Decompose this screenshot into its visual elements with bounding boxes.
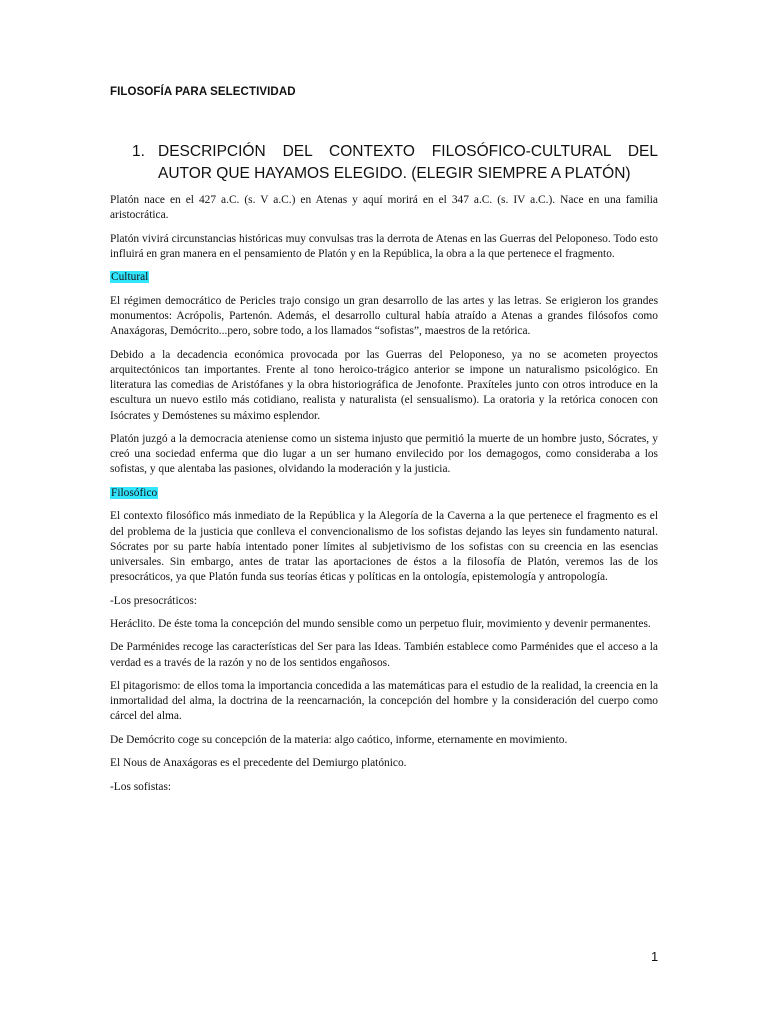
paragraph-parmenides: De Parménides recoge las características del Ser para las Ideas. También establece como Parménides que el acceso a la verdad es a través de la razón y no de los sentidos engañosos. <box>110 641 658 669</box>
paragraph-historical-context: Platón vivirá circunstancias históricas muy convulsas tras la derrota de Atenas en las Guerras del Peloponeso. Todo esto influirá en gran manera en el pensamiento de Platón y en la República, la obra a la que pertenece el fragmento. <box>110 232 658 260</box>
list-heading-sofistas: -Los sofistas: <box>110 780 172 793</box>
paragraph-heraclito: Heráclito. De éste toma la concepción del mundo sensible como un perpetuo fluir, movimiento y devenir permanentes. <box>110 617 651 630</box>
paragraph-philosophical-context: El contexto filosófico más inmediato de la República y la Alegoría de la Caverna a la que pertenece el fragmento es el del problema de la justicia que conlleva el convencionalismo de los sofistas dejando las leyes sin fundamento natural. Sócrates por su parte había intentado poner límites al subjetivismo de los sofistas con su creencia en las esencias universales. Sin embargo, antes de tratar las aportaciones de éstos a la filosofía de Platón, veremos las de los presocráticos, ya que Platón funda sus teorías éticas y políticas en la ontología, epistemología y antropología. <box>110 510 658 584</box>
subsection-label-cultural <box>110 270 658 285</box>
document-body <box>110 193 658 803</box>
highlight-cultural: Cultural <box>111 271 149 284</box>
paragraph-democrito: De Demócrito coge su concepción de la materia: algo caótico, informe, eternamente en movimiento. <box>110 733 568 746</box>
paragraph-pitagorismo: El pitagorismo: de ellos toma la importancia concedida a las matemáticas para el estudio de la realidad, la creencia en la inmortalidad del alma, la doctrina de la reencarnación, la concepción del hombre y la consideración del cuerpo como cárcel del alma. <box>110 679 658 723</box>
highlight-filosofico: Filosófico <box>111 486 158 499</box>
paragraph-pericles: El régimen democrático de Pericles trajo consigo un gran desarrollo de las artes y las letras. Se erigieron los grandes monumentos: Acrópolis, Partenón. Además, el desarrollo cultural había atraído a Atenas a grandes filósofos como Anaxágoras, Demócrito...pero, sobre todo, a los llamados “sofistas”, maestros de la retórica. <box>110 294 658 338</box>
page-number: 1 <box>651 949 659 964</box>
subsection-label-filosofico <box>110 486 658 501</box>
list-heading-presocraticos: -Los presocráticos: <box>110 594 197 607</box>
section-heading <box>132 141 658 185</box>
paragraph-democracy-judgment: Platón juzgó a la democracia ateniense como un sistema injusto que permitió la muerte de un hombre justo, Sócrates, y creó una sociedad enferma que dio lugar a un ser humano envilecido por los demagogos, como consideraba a los sofistas, y que alentaba las pasiones, olvidando la moderación y la justicia. <box>110 432 658 476</box>
paragraph-decadence: Debido a la decadencia económica provocada por las Guerras del Peloponeso, ya no se acometen proyectos arquitectónicos tan importantes. Frente al tono heroico-trágico anterior se impone un naturalismo psicológico. En literatura las comedias de Aristófanes y la obra historiográfica de Jenofonte. Praxíteles junto con otros introduce en la escultura un nuevo estilo más cotidiano, realista y naturalista (el sensualismo). La oratoria y la retórica conocen con Isócrates y Demóstenes su máximo esplendor. <box>110 348 658 422</box>
section-heading-text: DESCRIPCIÓN DEL CONTEXTO FILOSÓFICO-CULTURAL DEL AUTOR QUE HAYAMOS ELEGIDO. (ELEGIR SIEMPRE A PLATÓN) <box>158 143 658 182</box>
document-title: FILOSOFÍA PARA SELECTIVIDAD <box>110 86 296 98</box>
paragraph-birth: Platón nace en el 427 a.C. (s. V a.C.) en Atenas y aquí morirá en el 347 a.C. (s. IV a.C.). Nace en una familia aristocrática. <box>110 194 658 222</box>
paragraph-anaxagoras: El Nous de Anaxágoras es el precedente del Demiurgo platónico. <box>110 757 407 770</box>
section-number: 1. <box>132 143 145 160</box>
